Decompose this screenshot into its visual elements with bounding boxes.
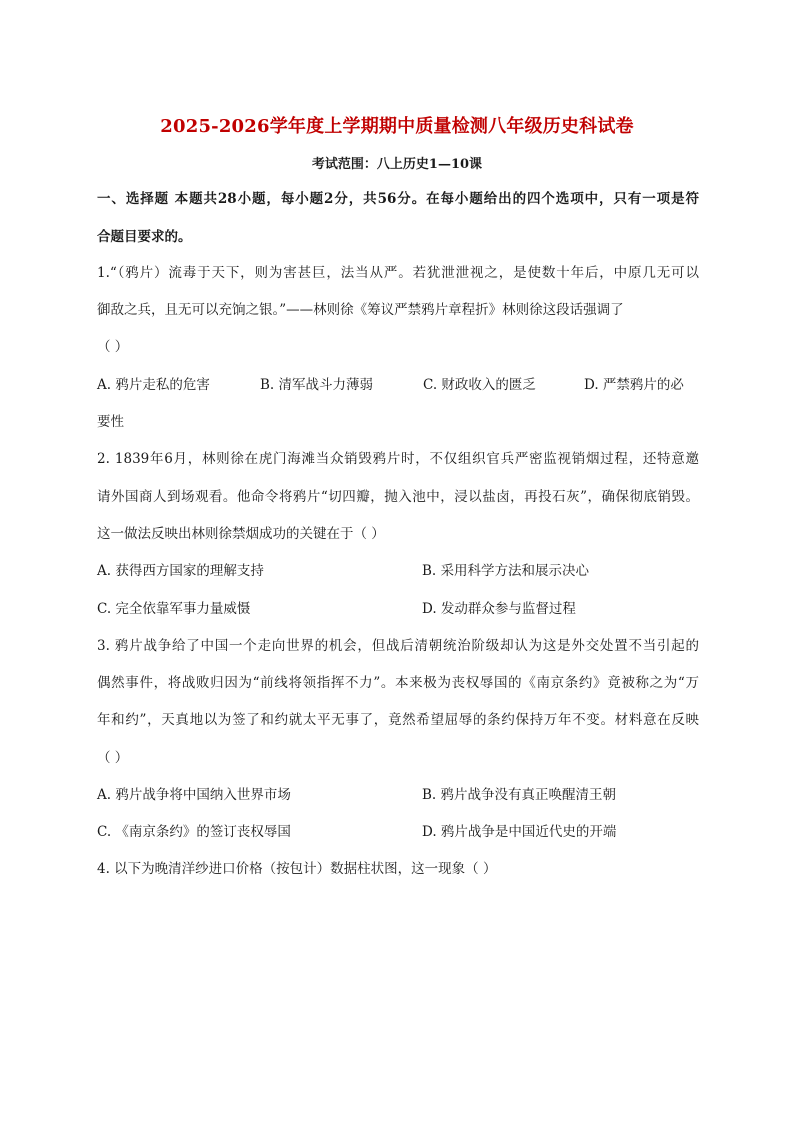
question-2-option-a[interactable]: A. 获得西方国家的理解支持 (97, 563, 264, 579)
question-1-option-c[interactable]: C. 财政收入的匮乏 (423, 377, 536, 393)
question-1-line-3: （ ） (97, 339, 129, 355)
question-2-line-3: 这一做法反映出林则徐禁烟成功的关键在于（ ） (97, 526, 385, 542)
question-4-line-1: 4. 以下为晚清洋纱进口价格（按包计）数据柱状图，这一现象（ ） (97, 861, 497, 877)
section-heading-line-1: 一、选择题 本题共28小题，每小题2分，共56分。在每小题给出的四个选项中，只有一项是符 (97, 191, 699, 207)
question-1-option-d-wrap: 要性 (97, 414, 124, 430)
question-2-option-d[interactable]: D. 发动群众参与监督过程 (422, 601, 576, 617)
question-2-options-row-1 (97, 561, 699, 581)
question-3-line-3: 年和约”，天真地以为签了和约就太平无事了，竟然希望屈辱的条约保持万年不变。材料意在反映 (97, 712, 699, 728)
question-1-option-b[interactable]: B. 清军战斗力薄弱 (260, 377, 374, 393)
question-1-option-a[interactable]: A. 鸦片走私的危害 (97, 377, 210, 393)
section-heading-line-2: 合题目要求的。 (97, 229, 192, 245)
question-3-line-4: （ ） (97, 750, 129, 766)
question-2-line-2: 请外国商人到场观看。他命令将鸦片“切四瓣，抛入池中，浸以盐卤，再投石灰”，确保彻底销毁。 (97, 489, 699, 505)
question-3-option-d[interactable]: D. 鸦片战争是中国近代史的开端 (422, 824, 617, 840)
question-3-options-row-1 (97, 785, 699, 805)
question-3-options-row-2 (97, 822, 699, 842)
question-3-option-c[interactable]: C. 《南京条约》的签订丧权辱国 (97, 824, 291, 840)
question-1-line-2: 御敌之兵，且无可以充饷之银。”——林则徐《筹议严禁鸦片章程折》林则徐这段话强调了 (97, 302, 624, 318)
question-2-option-b[interactable]: B. 采用科学方法和展示决心 (422, 563, 590, 579)
question-3-line-2: 偶然事件，将战败归因为“前线将领指挥不力”。本来极为丧权辱国的《南京条约》竟被称之为“万 (97, 675, 699, 691)
question-3-option-b[interactable]: B. 鸦片战争没有真正唤醒清王朝 (422, 787, 617, 803)
question-3-line-1: 3. 鸦片战争给了中国一个走向世界的机会，但战后清朝统治阶级却认为这是外交处置不当引起的 (97, 638, 699, 654)
exam-title: 2025-2026学年度上学期期中质量检测八年级历史科试卷 (160, 116, 634, 137)
question-2-line-1: 2. 1839年6月，林则徐在虎门海滩当众销毁鸦片时，不仅组织官兵严密监视销烟过程，还特意邀 (97, 451, 699, 467)
question-2-options-row-2 (97, 599, 699, 619)
question-1-option-d[interactable]: D. 严禁鸦片的必 (584, 377, 684, 393)
question-3-option-a[interactable]: A. 鸦片战争将中国纳入世界市场 (97, 787, 291, 803)
question-1-options (97, 375, 699, 395)
question-2-option-c[interactable]: C. 完全依靠军事力量威慑 (97, 601, 251, 617)
exam-scope: 考试范围：八上历史1—10课 (311, 157, 483, 172)
question-1-line-1: 1.“（鸦片）流毒于天下，则为害甚巨，法当从严。若犹泄泄视之，是使数十年后，中原几无可以 (97, 265, 699, 281)
